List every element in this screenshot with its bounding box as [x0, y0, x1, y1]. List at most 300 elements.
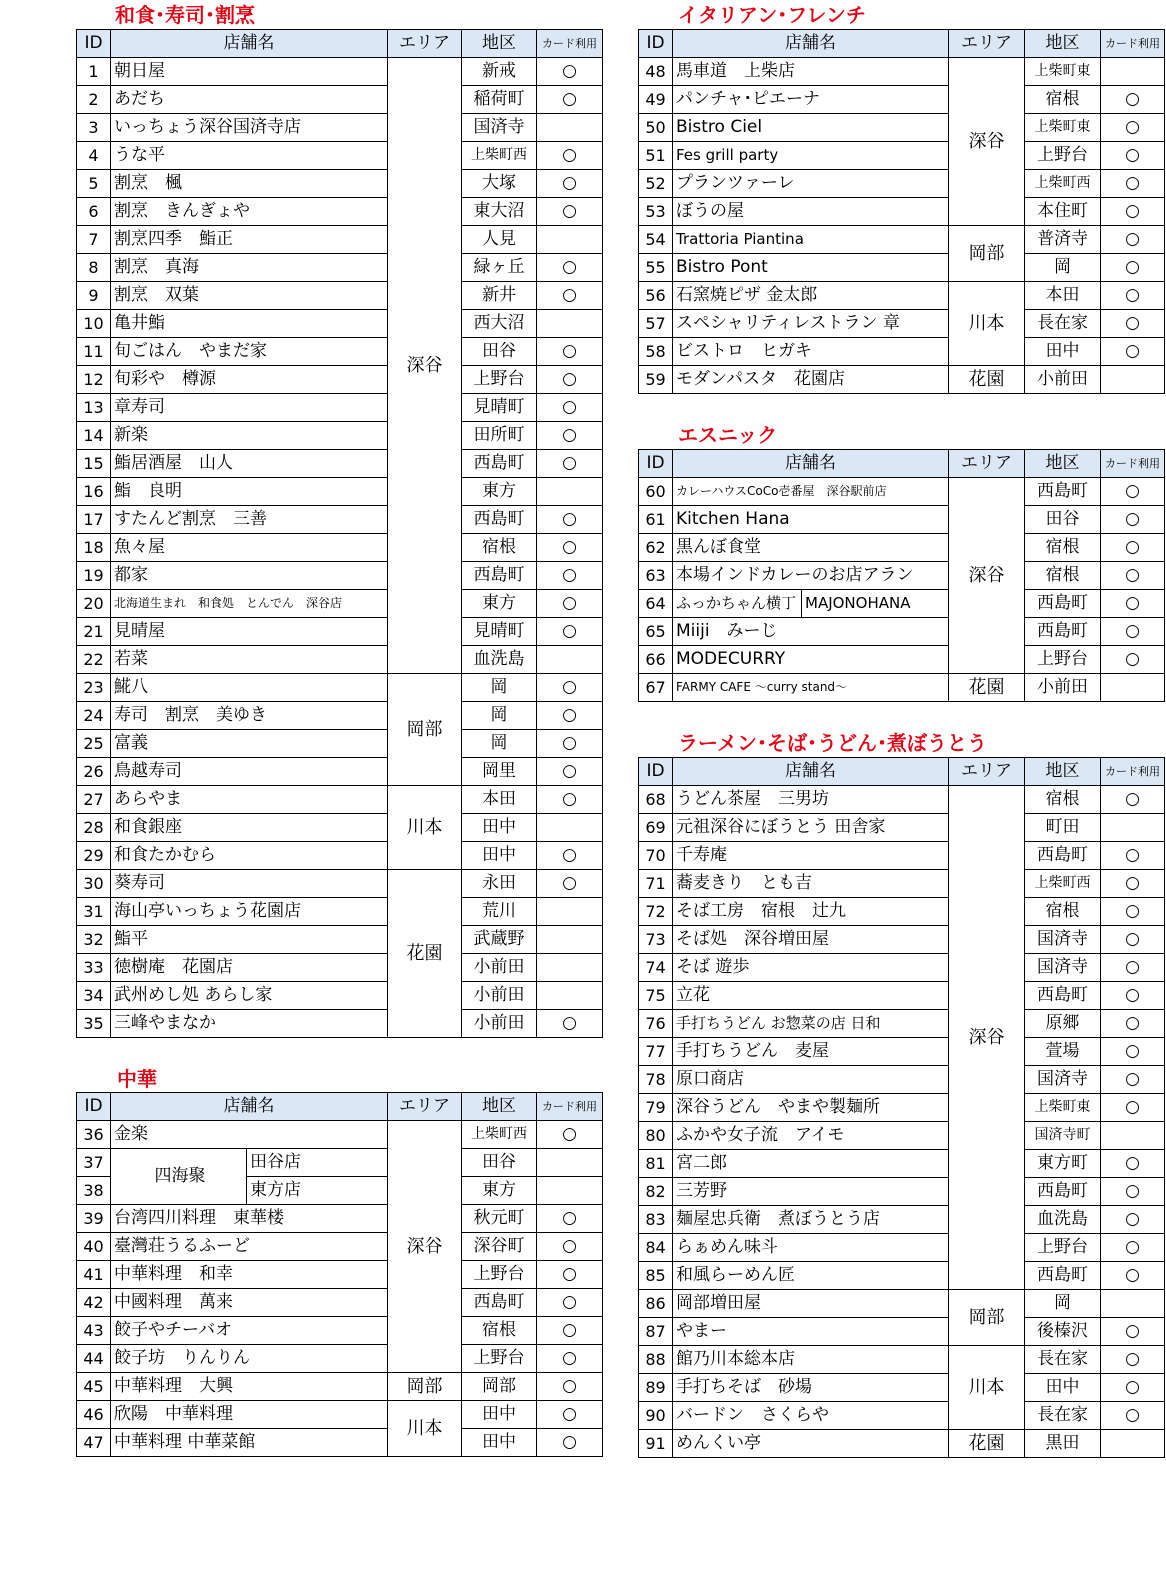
card-cell: ○ — [537, 1205, 603, 1233]
shop-name: 本場インドカレーのお店アラン — [673, 562, 949, 590]
table-row — [639, 1150, 1165, 1178]
row-id: 56 — [639, 282, 673, 310]
district-cell: 普済寺 — [1025, 226, 1101, 254]
shop-name: あらやま — [111, 786, 388, 814]
shop-name: あだち — [111, 86, 388, 114]
row-id: 7 — [77, 226, 111, 254]
row-id: 78 — [639, 1066, 673, 1094]
table-row — [639, 1346, 1165, 1374]
card-cell: ○ — [537, 1289, 603, 1317]
area-cell: 花園 — [949, 1430, 1025, 1458]
shop-branch: 東方店 — [247, 1177, 388, 1205]
district-cell: 小前田 — [1025, 674, 1101, 702]
card-cell: ○ — [537, 338, 603, 366]
card-cell — [537, 926, 603, 954]
shop-name-group: 四海聚 — [111, 1149, 247, 1205]
district-cell: 宿根 — [1025, 534, 1101, 562]
shop-name: 馬車道 上柴店 — [673, 58, 949, 86]
table-row — [639, 1094, 1165, 1122]
shop-name-part: ふっかちゃん横丁 — [676, 594, 797, 612]
shop-name: そば処 深谷増田屋 — [673, 926, 949, 954]
table-row — [639, 1010, 1165, 1038]
row-id: 33 — [77, 954, 111, 982]
shop-name: 和食たかむら — [111, 842, 388, 870]
district-cell: 田谷 — [462, 1149, 537, 1177]
row-id: 61 — [639, 506, 673, 534]
district-cell: 岡 — [462, 702, 537, 730]
header-name: 店舗名 — [673, 758, 949, 786]
row-id: 57 — [639, 310, 673, 338]
card-cell — [537, 1177, 603, 1205]
table-row — [639, 506, 1165, 534]
table-row — [77, 1429, 603, 1457]
card-cell: ○ — [1101, 562, 1165, 590]
header-name: 店舗名 — [111, 30, 388, 58]
header-area: エリア — [388, 1093, 462, 1121]
shop-name: 新楽 — [111, 422, 388, 450]
table-row — [77, 170, 603, 198]
card-cell: ○ — [537, 702, 603, 730]
district-cell: 宿根 — [1025, 898, 1101, 926]
table-row — [639, 674, 1165, 702]
shop-name: 原口商店 — [673, 1066, 949, 1094]
table-row — [77, 1401, 603, 1429]
district-cell: 上野台 — [1025, 1234, 1101, 1262]
card-cell: ○ — [537, 366, 603, 394]
row-id: 79 — [639, 1094, 673, 1122]
shop-name: うどん茶屋 三男坊 — [673, 786, 949, 814]
table-row — [77, 814, 603, 842]
district-cell: 長在家 — [1025, 1346, 1101, 1374]
card-cell: ○ — [1101, 478, 1165, 506]
district-cell: 西島町 — [1025, 618, 1101, 646]
card-cell: ○ — [537, 1010, 603, 1038]
header-card: カード利用 — [537, 1093, 603, 1121]
shop-name: カレーハウスCoCo壱番屋 深谷駅前店 — [673, 478, 949, 506]
district-cell: 田中 — [1025, 1374, 1101, 1402]
shop-name: Miiji みーじ — [673, 618, 949, 646]
shop-name: 手打ちうどん 麦屋 — [673, 1038, 949, 1066]
row-id: 43 — [77, 1317, 111, 1345]
shop-name: パンチャ･ピエーナ — [673, 86, 949, 114]
row-id: 3 — [77, 114, 111, 142]
shop-name: プランツァーレ — [673, 170, 949, 198]
table-row — [639, 1234, 1165, 1262]
shop-name: 割烹 きんぎょや — [111, 198, 388, 226]
row-id: 11 — [77, 338, 111, 366]
card-cell — [537, 982, 603, 1010]
shop-name: 鮨居酒屋 山人 — [111, 450, 388, 478]
card-cell: ○ — [1101, 1150, 1165, 1178]
area-cell: 岡部 — [388, 1373, 462, 1401]
table-row — [639, 562, 1165, 590]
row-id: 44 — [77, 1345, 111, 1373]
table-row — [639, 282, 1165, 310]
row-id: 41 — [77, 1261, 111, 1289]
card-cell: ○ — [537, 674, 603, 702]
district-cell: 田中 — [462, 1429, 537, 1457]
row-id: 19 — [77, 562, 111, 590]
table-row — [77, 506, 603, 534]
card-cell: ○ — [537, 142, 603, 170]
table-row — [639, 1374, 1165, 1402]
shop-name: 割烹四季 鮨正 — [111, 226, 388, 254]
row-id: 68 — [639, 786, 673, 814]
district-cell: 血洗島 — [462, 646, 537, 674]
card-cell: ○ — [1101, 870, 1165, 898]
shop-name: やまー — [673, 1318, 949, 1346]
row-id: 66 — [639, 646, 673, 674]
shop-name: 石窯焼ピザ 金太郎 — [673, 282, 949, 310]
card-cell: ○ — [1101, 1010, 1165, 1038]
card-cell — [1101, 814, 1165, 842]
district-cell: 稲荷町 — [462, 86, 537, 114]
district-cell: 田所町 — [462, 422, 537, 450]
shop-name — [673, 590, 949, 618]
area-cell: 川本 — [949, 1346, 1025, 1430]
row-id: 38 — [77, 1177, 111, 1205]
district-cell: 岡 — [1025, 1290, 1101, 1318]
district-cell: 東方 — [462, 1177, 537, 1205]
district-cell: 小前田 — [462, 954, 537, 982]
row-id: 37 — [77, 1149, 111, 1177]
card-cell: ○ — [1101, 1178, 1165, 1206]
header-row — [77, 30, 603, 58]
area-cell: 深谷 — [949, 786, 1025, 1290]
row-id: 35 — [77, 1010, 111, 1038]
area-cell: 深谷 — [949, 478, 1025, 674]
table-row — [639, 478, 1165, 506]
card-cell: ○ — [1101, 1374, 1165, 1402]
district-cell: 西島町 — [462, 506, 537, 534]
shop-name: 寿司 割烹 美ゆき — [111, 702, 388, 730]
district-cell: 本田 — [1025, 282, 1101, 310]
shop-name: 鳥越寿司 — [111, 758, 388, 786]
card-cell: ○ — [1101, 198, 1165, 226]
table-row — [77, 226, 603, 254]
row-id: 31 — [77, 898, 111, 926]
row-id: 6 — [77, 198, 111, 226]
table-row — [639, 198, 1165, 226]
district-cell: 町田 — [1025, 814, 1101, 842]
shop-name: 旬彩や 樽源 — [111, 366, 388, 394]
shop-name: 臺灣荘うるふーど — [111, 1233, 388, 1261]
row-id: 63 — [639, 562, 673, 590]
table-row — [639, 1262, 1165, 1290]
table-row — [77, 366, 603, 394]
shop-name: Fes grill party — [673, 142, 949, 170]
table-row — [77, 1289, 603, 1317]
table-row — [77, 730, 603, 758]
card-cell: ○ — [537, 1233, 603, 1261]
card-cell: ○ — [1101, 142, 1165, 170]
district-cell: 国済寺 — [462, 114, 537, 142]
table-row — [639, 982, 1165, 1010]
card-cell: ○ — [537, 1429, 603, 1457]
shop-name: 北海道生まれ 和食処 とんでん 深谷店 — [111, 590, 388, 618]
row-id: 30 — [77, 870, 111, 898]
table-row — [77, 898, 603, 926]
shop-name: 鮨 良明 — [111, 478, 388, 506]
card-cell — [537, 478, 603, 506]
table-row — [639, 114, 1165, 142]
table-row — [77, 702, 603, 730]
district-cell: 東方 — [462, 478, 537, 506]
table-ramen — [638, 757, 1165, 1458]
card-cell: ○ — [1101, 534, 1165, 562]
district-cell: 田谷 — [1025, 506, 1101, 534]
district-cell: 上柴町東 — [1025, 114, 1101, 142]
card-cell: ○ — [537, 170, 603, 198]
section-title-washoku: 和食･寿司･割烹 — [115, 3, 255, 27]
card-cell — [1101, 1430, 1165, 1458]
shop-name: 欣陽 中華料理 — [111, 1401, 388, 1429]
area-cell: 深谷 — [949, 58, 1025, 226]
shop-name: そば工房 宿根 辻九 — [673, 898, 949, 926]
card-cell: ○ — [537, 1401, 603, 1429]
card-cell: ○ — [1101, 1094, 1165, 1122]
table-row — [77, 422, 603, 450]
header-district: 地区 — [1025, 758, 1101, 786]
row-id: 40 — [77, 1233, 111, 1261]
district-cell: 上野台 — [1025, 646, 1101, 674]
table-row — [77, 338, 603, 366]
section-title-ramen: ラーメン･そば･うどん･煮ぼうとう — [678, 731, 987, 755]
district-cell: 上野台 — [1025, 142, 1101, 170]
header-id: ID — [77, 1093, 111, 1121]
district-cell: 見晴町 — [462, 618, 537, 646]
district-cell: 田中 — [462, 1401, 537, 1429]
card-cell: ○ — [1101, 1402, 1165, 1430]
row-id: 39 — [77, 1205, 111, 1233]
table-row — [77, 1373, 603, 1401]
row-id: 34 — [77, 982, 111, 1010]
shop-name: ビストロ ヒガキ — [673, 338, 949, 366]
card-cell: ○ — [537, 1373, 603, 1401]
shop-name: 和食銀座 — [111, 814, 388, 842]
table-row — [639, 170, 1165, 198]
card-cell: ○ — [1101, 898, 1165, 926]
district-cell: 東大沼 — [462, 198, 537, 226]
card-cell: ○ — [537, 842, 603, 870]
row-id: 53 — [639, 198, 673, 226]
card-cell: ○ — [1101, 1346, 1165, 1374]
table-row — [77, 786, 603, 814]
district-cell: 西島町 — [1025, 842, 1101, 870]
row-id: 45 — [77, 1373, 111, 1401]
table-row — [639, 310, 1165, 338]
row-id: 52 — [639, 170, 673, 198]
row-id: 2 — [77, 86, 111, 114]
card-cell — [537, 226, 603, 254]
district-cell: 東方町 — [1025, 1150, 1101, 1178]
row-id: 77 — [639, 1038, 673, 1066]
table-row — [77, 114, 603, 142]
district-cell: 宿根 — [1025, 86, 1101, 114]
table-row — [77, 1261, 603, 1289]
card-cell: ○ — [537, 730, 603, 758]
row-id: 86 — [639, 1290, 673, 1318]
district-cell: 西島町 — [1025, 1262, 1101, 1290]
district-cell: 田中 — [462, 814, 537, 842]
shop-name: 餃子坊 りんりん — [111, 1345, 388, 1373]
card-cell: ○ — [537, 1261, 603, 1289]
row-id: 83 — [639, 1206, 673, 1234]
card-cell: ○ — [537, 786, 603, 814]
card-cell: ○ — [1101, 170, 1165, 198]
shop-name: 深谷うどん やまや製麺所 — [673, 1094, 949, 1122]
district-cell: 上柴町東 — [1025, 58, 1101, 86]
table-chuka — [76, 1092, 603, 1457]
card-cell: ○ — [537, 870, 603, 898]
district-cell: 荒川 — [462, 898, 537, 926]
district-cell: 小前田 — [462, 1010, 537, 1038]
row-id: 9 — [77, 282, 111, 310]
district-cell: 田谷 — [462, 338, 537, 366]
card-cell: ○ — [537, 562, 603, 590]
district-cell: 西大沼 — [462, 310, 537, 338]
shop-name: 見晴屋 — [111, 618, 388, 646]
shop-name: 割烹 双葉 — [111, 282, 388, 310]
shop-name: 中華料理 大興 — [111, 1373, 388, 1401]
row-id: 89 — [639, 1374, 673, 1402]
table-row — [77, 590, 603, 618]
shop-name: 中華料理 中華菜館 — [111, 1429, 388, 1457]
card-cell: ○ — [537, 58, 603, 86]
district-cell: 萱場 — [1025, 1038, 1101, 1066]
table-row — [77, 198, 603, 226]
area-cell: 花園 — [388, 870, 462, 1038]
card-cell: ○ — [1101, 842, 1165, 870]
header-row — [639, 758, 1165, 786]
header-id: ID — [639, 450, 673, 478]
shop-name: いっちょう深谷国済寺店 — [111, 114, 388, 142]
card-cell: ○ — [1101, 1066, 1165, 1094]
card-cell: ○ — [1101, 646, 1165, 674]
card-cell: ○ — [537, 758, 603, 786]
row-id: 46 — [77, 1401, 111, 1429]
table-row — [639, 226, 1165, 254]
header-area: エリア — [949, 758, 1025, 786]
district-cell: 宿根 — [1025, 786, 1101, 814]
table-row — [77, 86, 603, 114]
table-ethnic — [638, 449, 1165, 702]
district-cell: 本田 — [462, 786, 537, 814]
card-cell — [537, 898, 603, 926]
district-cell: 長在家 — [1025, 1402, 1101, 1430]
district-cell: 上柴町西 — [462, 142, 537, 170]
shop-name: 葵寿司 — [111, 870, 388, 898]
row-id: 67 — [639, 674, 673, 702]
card-cell: ○ — [537, 254, 603, 282]
shop-name: モダンパスタ 花園店 — [673, 366, 949, 394]
header-row — [77, 1093, 603, 1121]
table-row — [639, 590, 1165, 618]
card-cell — [1101, 674, 1165, 702]
district-cell: 国済寺 — [1025, 954, 1101, 982]
shop-name: Bistro Ciel — [673, 114, 949, 142]
row-id: 71 — [639, 870, 673, 898]
district-cell: 西島町 — [462, 562, 537, 590]
table-row — [77, 646, 603, 674]
district-cell: 東方 — [462, 590, 537, 618]
district-cell: 後榛沢 — [1025, 1318, 1101, 1346]
card-cell: ○ — [1101, 1206, 1165, 1234]
card-cell — [1101, 1122, 1165, 1150]
area-cell: 深谷 — [388, 58, 462, 674]
row-id: 47 — [77, 1429, 111, 1457]
card-cell: ○ — [1101, 282, 1165, 310]
table-row — [639, 926, 1165, 954]
row-id: 42 — [77, 1289, 111, 1317]
area-cell: 花園 — [949, 674, 1025, 702]
row-id: 8 — [77, 254, 111, 282]
table-row — [639, 814, 1165, 842]
card-cell — [537, 1149, 603, 1177]
card-cell: ○ — [537, 590, 603, 618]
row-id: 87 — [639, 1318, 673, 1346]
row-id: 14 — [77, 422, 111, 450]
header-id: ID — [639, 758, 673, 786]
shop-name: FARMY CAFE 〜curry stand〜 — [673, 674, 949, 702]
header-card: カード利用 — [1101, 450, 1165, 478]
district-cell: 田中 — [462, 842, 537, 870]
district-cell: 岡 — [462, 730, 537, 758]
district-cell: 上柴町西 — [1025, 870, 1101, 898]
row-id: 16 — [77, 478, 111, 506]
row-id: 26 — [77, 758, 111, 786]
row-id: 15 — [77, 450, 111, 478]
table-row — [77, 58, 603, 86]
card-cell: ○ — [1101, 590, 1165, 618]
row-id: 54 — [639, 226, 673, 254]
row-id: 22 — [77, 646, 111, 674]
shop-name-split — [676, 590, 948, 617]
table-row — [77, 926, 603, 954]
row-id: 28 — [77, 814, 111, 842]
card-cell — [537, 114, 603, 142]
table-row — [639, 58, 1165, 86]
row-id: 69 — [639, 814, 673, 842]
table-row — [639, 1430, 1165, 1458]
shop-name: 富義 — [111, 730, 388, 758]
card-cell: ○ — [1101, 226, 1165, 254]
district-cell: 宿根 — [462, 534, 537, 562]
shop-name: 徳樹庵 花園店 — [111, 954, 388, 982]
district-cell: 上野台 — [462, 1345, 537, 1373]
table-row — [77, 618, 603, 646]
header-card: カード利用 — [537, 30, 603, 58]
row-id: 85 — [639, 1262, 673, 1290]
shop-name: Trattoria Piantina — [673, 226, 949, 254]
district-cell: 大塚 — [462, 170, 537, 198]
table-row — [77, 982, 603, 1010]
shop-name: 鮨平 — [111, 926, 388, 954]
area-cell: 川本 — [388, 1401, 462, 1457]
row-id: 4 — [77, 142, 111, 170]
row-id: 12 — [77, 366, 111, 394]
shop-name: ぼうの屋 — [673, 198, 949, 226]
card-cell: ○ — [1101, 506, 1165, 534]
district-cell: 上柴町東 — [1025, 1094, 1101, 1122]
row-id: 36 — [77, 1121, 111, 1149]
row-id: 50 — [639, 114, 673, 142]
card-cell: ○ — [1101, 254, 1165, 282]
table-row — [77, 842, 603, 870]
district-cell: 岡 — [1025, 254, 1101, 282]
row-id: 74 — [639, 954, 673, 982]
row-id: 80 — [639, 1122, 673, 1150]
